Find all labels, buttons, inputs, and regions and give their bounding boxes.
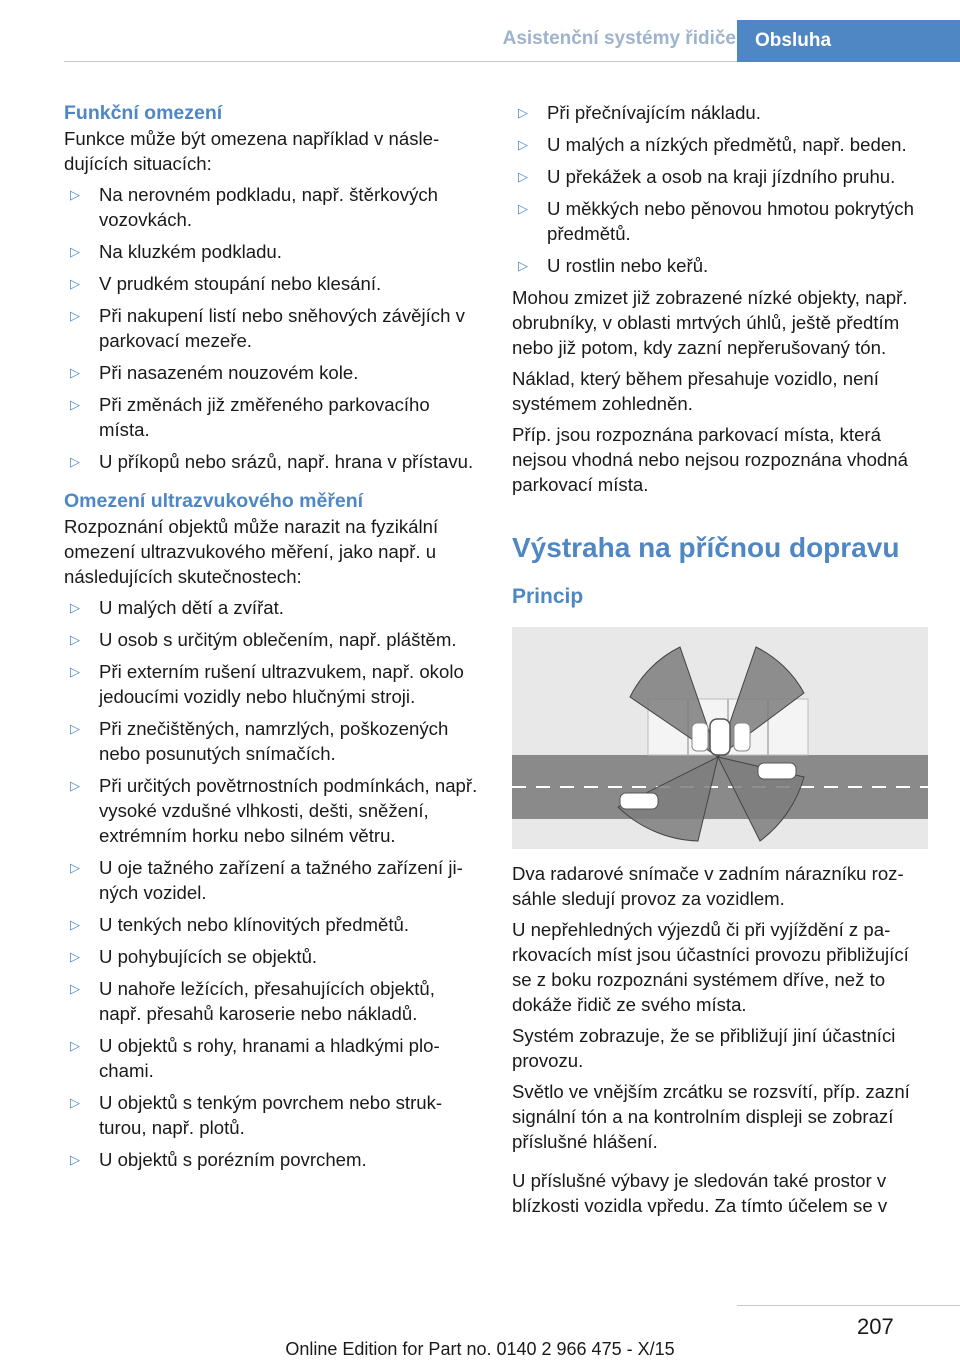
paragraph: Příp. jsou rozpoznána parkovací místa, která nejsou vhodná nebo nejsou rozpoznána vhodná parkovací místa. — [512, 424, 908, 495]
list-item: ▷ Na kluzkém podkladu. — [70, 241, 282, 262]
bullet-triangle-icon: ▷ — [70, 365, 80, 380]
bullet-triangle-icon: ▷ — [70, 778, 80, 793]
ultrasonic-heading: Omezení ultrazvukového měření — [64, 490, 364, 512]
functional-limits-list — [64, 182, 480, 474]
list-item: ▷ U pohybujících se objektů. — [70, 946, 318, 967]
functional-limits-intro: Funkce může být omezena například v následujících situacích: — [64, 128, 440, 174]
functional-limits-heading: Funkční omezení — [64, 102, 223, 124]
ultrasonic-list-continued — [512, 100, 928, 278]
header-chapter-tab: Obsluha — [737, 20, 960, 62]
right-column — [512, 100, 928, 1224]
footer-edition: Online Edition for Part no. 0140 2 966 475 - X/15 — [285, 1339, 675, 1359]
bullet-triangle-icon: ▷ — [70, 600, 80, 615]
list-item: ▷ U nahoře ležících, přesahujících objektů, např. přesahů karoserie nebo nákladů. — [70, 978, 435, 1024]
list-item: ▷ U rostlin nebo keřů. — [518, 255, 709, 276]
bullet-triangle-icon: ▷ — [70, 632, 80, 647]
header-rule — [64, 61, 737, 62]
parked-car — [734, 723, 750, 751]
bullet-triangle-icon: ▷ — [70, 949, 80, 964]
crossing-car-right — [758, 763, 796, 779]
ego-car — [710, 719, 730, 755]
cross-traffic-illustration — [512, 627, 928, 849]
paragraph: Náklad, který během přesahuje vozidlo, není systémem zohledněn. — [512, 368, 879, 414]
header-section-title: Asistenční systémy řidiče — [502, 28, 736, 49]
footer-rule — [737, 1305, 960, 1306]
list-item: ▷ V prudkém stoupání nebo klesání. — [70, 273, 382, 294]
bullet-triangle-icon: ▷ — [70, 981, 80, 996]
bullet-triangle-icon: ▷ — [70, 308, 80, 323]
bullet-triangle-icon: ▷ — [518, 105, 528, 120]
list-item: ▷ U objektů s porézním povrchem. — [70, 1149, 367, 1170]
bullet-triangle-icon: ▷ — [70, 276, 80, 291]
list-item: ▷ U tenkých nebo klínovitých předmětů. — [70, 914, 410, 935]
list-item: ▷ U překážek a osob na kraji jízdního pruhu. — [518, 166, 896, 187]
ultrasonic-intro: Rozpoznání objektů může narazit na fyzikální omezení ultrazvukového měření, jako např. u následujících skutečnostech: — [64, 516, 439, 587]
list-item: ▷ Při určitých povětrnostních podmínkách, např. vysoké vzdušné vlhkosti, dešti, sněžení, extrémním horku nebo silném větru. — [70, 775, 478, 846]
parked-car — [692, 723, 708, 751]
list-item: ▷ U objektů s tenkým povrchem nebo strukturou, např. plotů. — [70, 1092, 443, 1138]
bullet-triangle-icon: ▷ — [70, 454, 80, 469]
bullet-triangle-icon: ▷ — [70, 187, 80, 202]
paragraph: U příslušné výbavy je sledován také prostor v blízkosti vozidla vpředu. Za tímto účelem se v — [512, 1170, 888, 1216]
bullet-triangle-icon: ▷ — [70, 1038, 80, 1053]
list-item: ▷ U příkopů nebo srázů, např. hrana v přístavu. — [70, 451, 474, 472]
page-header — [0, 0, 960, 62]
bullet-triangle-icon: ▷ — [70, 1152, 80, 1167]
list-item: ▷ U oje tažného zařízení a tažného zařízení jiných vozidel. — [70, 857, 463, 903]
list-item: ▷ Na nerovném podkladu, např. štěrkových vozovkách. — [70, 184, 438, 230]
bullet-triangle-icon: ▷ — [518, 169, 528, 184]
list-item: ▷ U osob s určitým oblečením, např. pláštěm. — [70, 629, 457, 650]
paragraph: Mohou zmizet již zobrazené nízké objekty, např. obrubníky, v oblasti mrtvých úhlů, ještě předtím nebo již potom, kdy zazní nepřerušovaný tón. — [512, 287, 908, 358]
list-item: ▷ Při nakupení listí nebo sněhových závějích v parkovací mezeře. — [70, 305, 465, 351]
list-item: ▷ Při nasazeném nouzovém kole. — [70, 362, 359, 383]
paragraph: Světlo ve vnějším zrcátku se rozsvítí, příp. zazní signální tón a na kontrolním displeji se zobrazí příslušné hlášení. — [512, 1081, 910, 1152]
list-item: ▷ U měkkých nebo pěnovou hmotou pokrytých předmětů. — [518, 198, 914, 244]
list-item: ▷ U malých dětí a zvířat. — [70, 597, 284, 618]
bullet-triangle-icon: ▷ — [70, 397, 80, 412]
list-item: ▷ U malých a nízkých předmětů, např. beden. — [518, 134, 907, 155]
paragraph: Dva radarové snímače v zadním nárazníku rozsáhle sledují provoz za vozidlem. — [512, 863, 904, 909]
bullet-triangle-icon: ▷ — [70, 860, 80, 875]
page-number: 207 — [857, 1314, 894, 1339]
paragraph: U nepřehledných výjezdů či při vyjíždění z parkovacích míst jsou účastníci provozu přibližující se z boku rozpoznáni systémem dříve, než to dokáže řidič ze svého místa. — [512, 919, 909, 1015]
section-title: Výstraha na příčnou dopravu — [512, 532, 900, 563]
ultrasonic-list — [64, 595, 480, 1172]
bullet-triangle-icon: ▷ — [70, 917, 80, 932]
bullet-triangle-icon: ▷ — [70, 664, 80, 679]
bullet-triangle-icon: ▷ — [518, 258, 528, 273]
list-item: ▷ Při znečištěných, namrzlých, poškozených nebo posunutých snímačích. — [70, 718, 449, 764]
left-column — [64, 100, 480, 1179]
bullet-triangle-icon: ▷ — [70, 1095, 80, 1110]
bullet-triangle-icon: ▷ — [518, 137, 528, 152]
subsection-title: Princip — [512, 585, 584, 608]
paragraph: Systém zobrazuje, že se přibližují jiní účastníci provozu. — [512, 1025, 896, 1071]
road — [512, 755, 928, 819]
bullet-triangle-icon: ▷ — [70, 244, 80, 259]
list-item: ▷ Při externím rušení ultrazvukem, např. okolo jedoucími vozidly nebo hlučnými stroji. — [70, 661, 464, 707]
list-item: ▷ Při přečnívajícím nákladu. — [518, 102, 761, 123]
list-item: ▷ U objektů s rohy, hranami a hladkými plochami. — [70, 1035, 440, 1081]
bullet-triangle-icon: ▷ — [518, 201, 528, 216]
list-item: ▷ Při změnách již změřeného parkovacího místa. — [70, 394, 430, 440]
crossing-car-left — [620, 793, 658, 809]
bullet-triangle-icon: ▷ — [70, 721, 80, 736]
